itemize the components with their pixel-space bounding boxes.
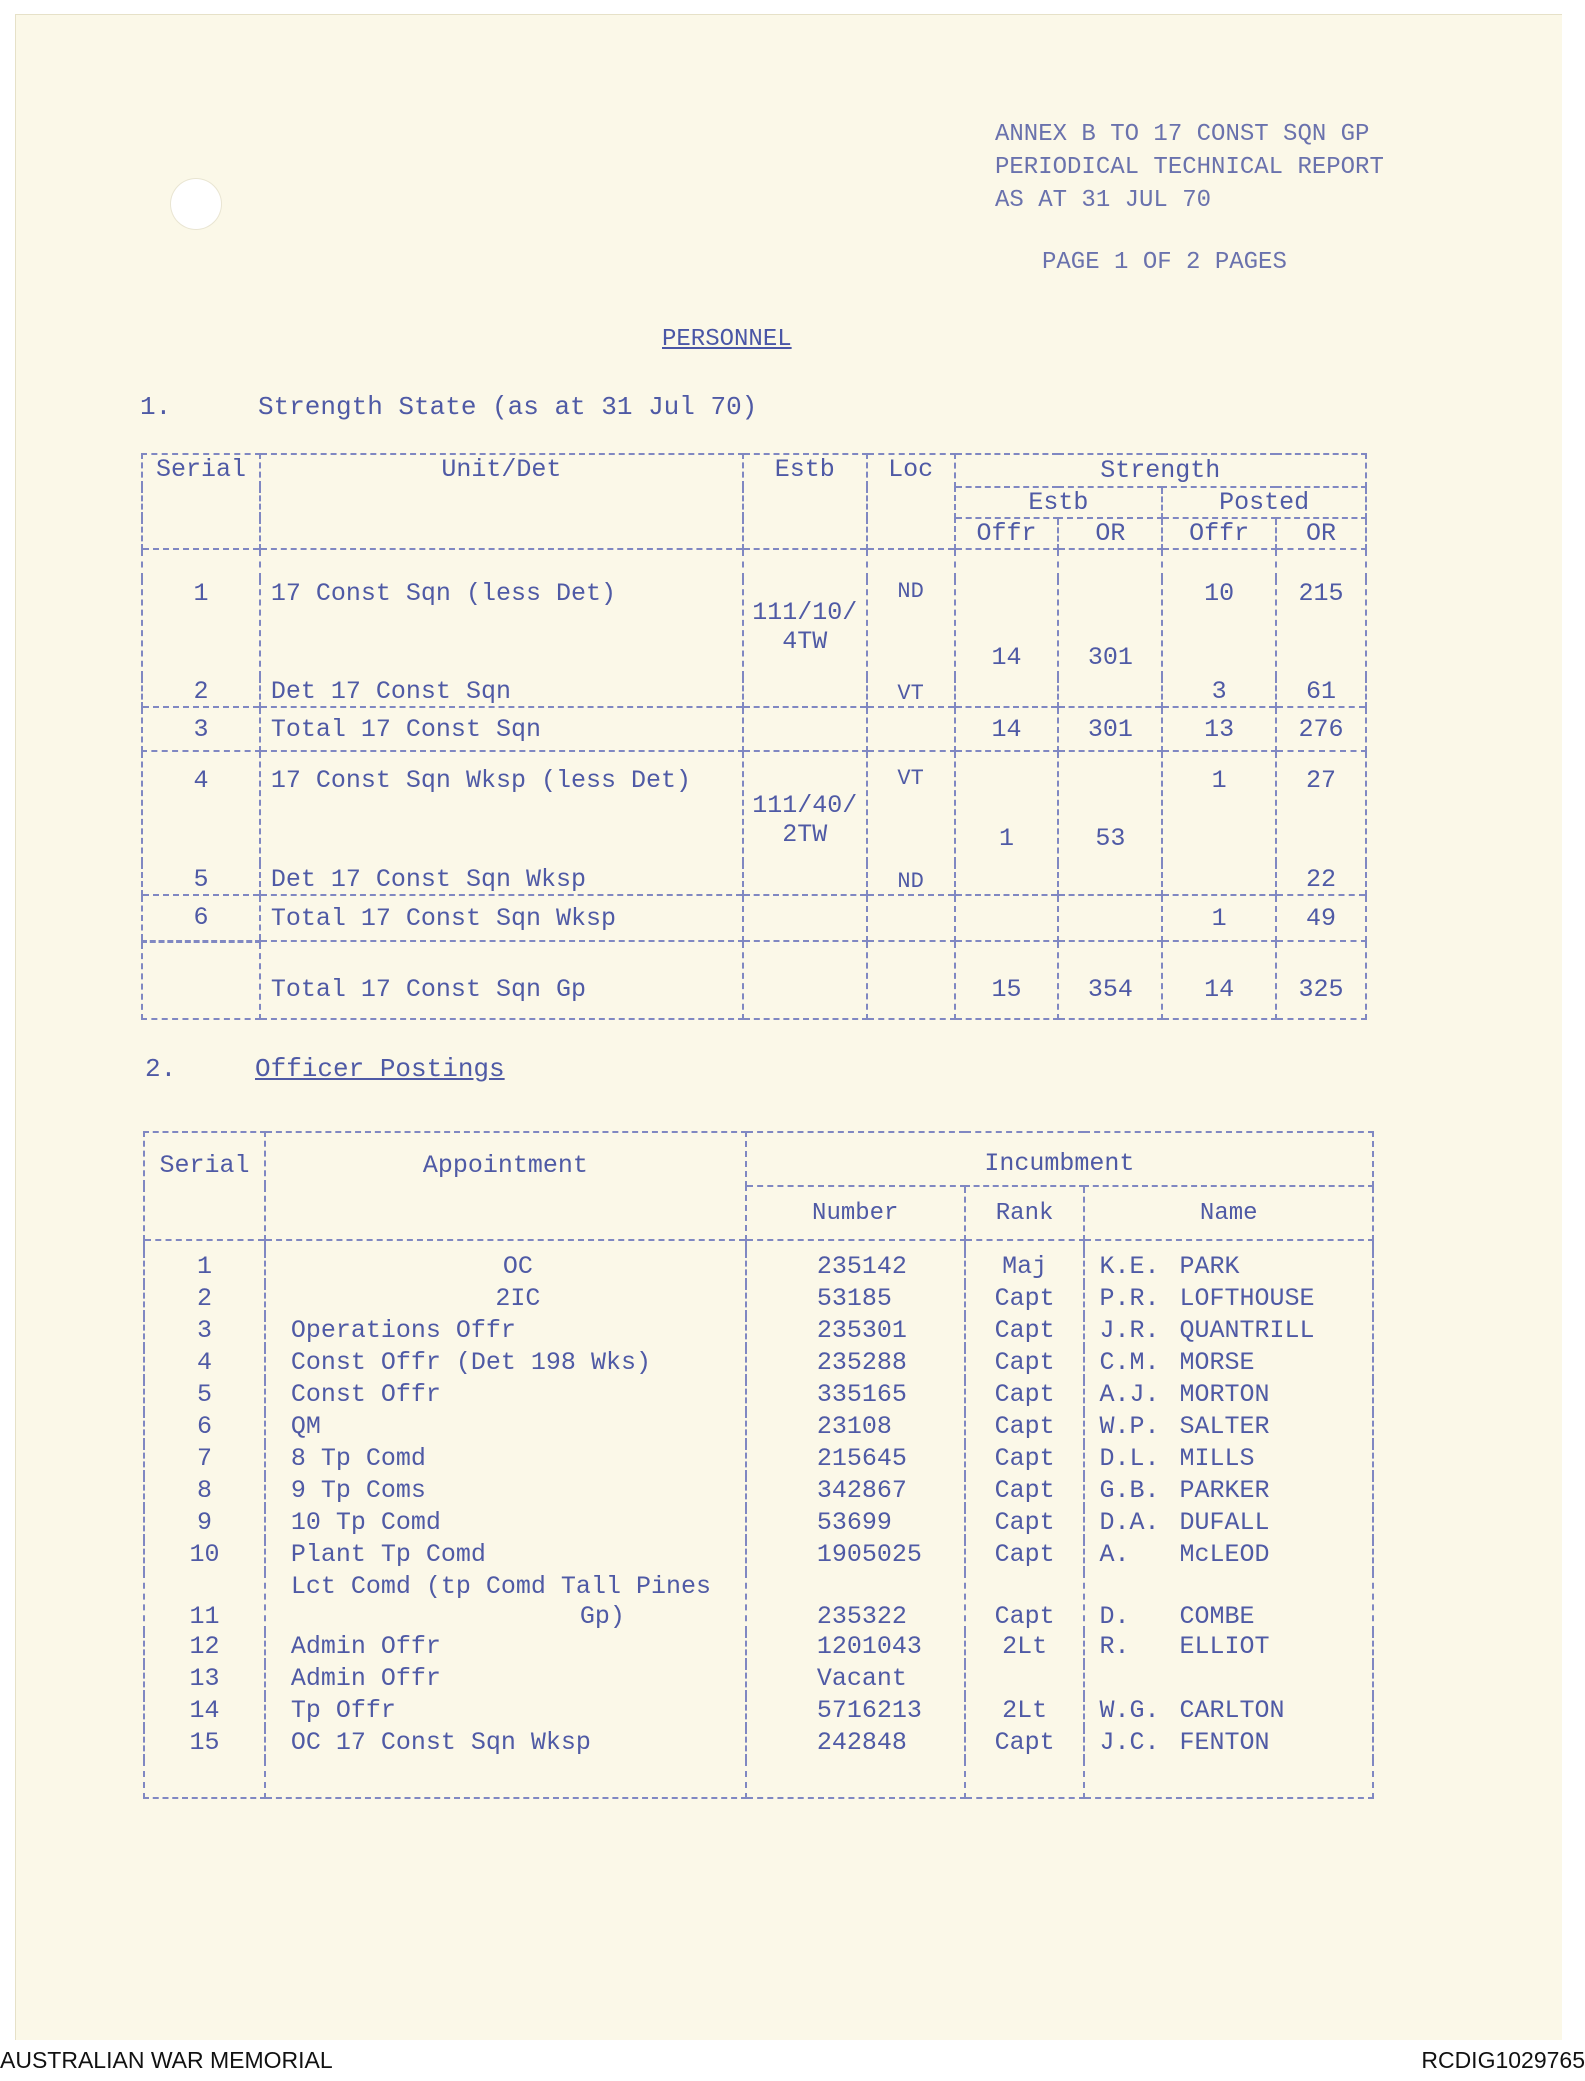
loc-cell: ND (867, 579, 955, 677)
name-surname: DUFALL (1179, 1508, 1270, 1537)
name-surname: LOFTHOUSE (1179, 1284, 1315, 1313)
appointment-continuation: Gp) (579, 1602, 625, 1631)
name-cell (1084, 1412, 1373, 1444)
name-initials: G.B. (1099, 1476, 1160, 1505)
rank-cell: Capt (965, 1316, 1085, 1348)
posted-offr-cell (1162, 863, 1276, 895)
unit-cell: 17 Const Sqn Wksp (less Det) (260, 751, 743, 863)
posted-or-cell: 325 (1276, 941, 1366, 1019)
annex-header-line-2: PERIODICAL TECHNICAL REPORT (995, 154, 1384, 181)
posted-offr-cell: 3 (1162, 677, 1276, 707)
header-strength-estb: Estb (955, 487, 1163, 518)
posted-or-cell: 22 (1276, 863, 1366, 895)
appointment-text: OC 17 Const Sqn Wksp (290, 1728, 591, 1757)
name-surname: COMBE (1179, 1602, 1255, 1631)
rank-cell: Capt (965, 1540, 1085, 1572)
section-1-number: 1. (140, 392, 172, 422)
name-surname: SALTER (1179, 1412, 1270, 1441)
header-estb: Estb (743, 454, 867, 549)
rank-cell: Capt (965, 1572, 1085, 1632)
rank-cell: Maj (965, 1252, 1085, 1284)
name-cell (1084, 1380, 1373, 1412)
rank-cell: 2Lt (965, 1696, 1085, 1728)
name-initials: K.E. (1099, 1252, 1160, 1281)
serial-cell: 8 (144, 1476, 265, 1508)
name-cell (1084, 1728, 1373, 1760)
header-posted-or: OR (1276, 518, 1366, 549)
number-cell: 235301 (746, 1316, 965, 1348)
posted-offr-cell: 14 (1162, 941, 1276, 1019)
header-estb-offr: Offr (955, 518, 1059, 549)
posted-offr-cell: 1 (1162, 751, 1276, 863)
number-cell: 235142 (746, 1252, 965, 1284)
serial-cell: 11 (144, 1572, 265, 1632)
estb-offr-cell: 14 (955, 579, 1059, 707)
estb-offr-cell: 15 (955, 941, 1059, 1019)
appointment-cell (265, 1540, 746, 1572)
appointment-cell (265, 1664, 746, 1696)
name-initials: R. (1099, 1632, 1130, 1661)
name-initials: W.P. (1099, 1412, 1160, 1441)
table-row (144, 1664, 1373, 1696)
name-cell (1084, 1348, 1373, 1380)
name-cell (1084, 1696, 1373, 1728)
unit-cell: Det 17 Const Sqn (260, 677, 743, 707)
name-initials: J.R. (1099, 1316, 1160, 1345)
appointment-cell (265, 1316, 746, 1348)
appointment-cell (265, 1632, 746, 1664)
rank-cell: Capt (965, 1348, 1085, 1380)
table-row (144, 1412, 1373, 1444)
table-row-grand-total (142, 941, 1366, 1019)
header-strength-posted: Posted (1162, 487, 1366, 518)
estb-cell: 111/10/ 4TW (743, 579, 867, 707)
name-cell (1084, 1664, 1373, 1696)
officer-postings-table (143, 1131, 1374, 1799)
table-row (144, 1476, 1373, 1508)
serial-cell: 12 (144, 1632, 265, 1664)
table-row (144, 1316, 1373, 1348)
serial-cell: 1 (144, 1252, 265, 1284)
appointment-cell (265, 1252, 746, 1284)
table-row (144, 1508, 1373, 1540)
appointment-cell (265, 1476, 746, 1508)
rank-cell: Capt (965, 1476, 1085, 1508)
rank-cell: Capt (965, 1380, 1085, 1412)
estb-cell: 111/40/ 2TW (743, 751, 867, 895)
loc-cell: VT (867, 751, 955, 863)
number-cell: 23108 (746, 1412, 965, 1444)
appointment-cell (265, 1728, 746, 1760)
page-indicator: PAGE 1 OF 2 PAGES (1042, 249, 1287, 276)
unit-cell: Total 17 Const Sqn Gp (260, 941, 743, 1019)
section-2-heading (145, 1054, 505, 1084)
serial-cell: 3 (142, 707, 260, 751)
appointment-text: Operations Offr (290, 1316, 516, 1345)
appointment-text: Plant Tp Comd (290, 1540, 486, 1569)
appointment-text: Admin Offr (290, 1632, 441, 1661)
estb-or-cell: 301 (1058, 579, 1162, 707)
table-row (144, 1572, 1373, 1632)
number-cell: 215645 (746, 1444, 965, 1476)
serial-cell: 7 (144, 1444, 265, 1476)
estb-offr-cell: 14 (955, 707, 1059, 751)
header-estb-or: OR (1058, 518, 1162, 549)
appointment-cell (265, 1348, 746, 1380)
section-2-title: Officer Postings (255, 1054, 505, 1084)
posted-offr-cell: 10 (1162, 579, 1276, 677)
unit-cell: Total 17 Const Sqn (260, 707, 743, 751)
posted-or-cell: 276 (1276, 707, 1366, 751)
name-surname: MILLS (1179, 1444, 1255, 1473)
table-row (144, 1252, 1373, 1284)
name-initials: D.L. (1099, 1444, 1160, 1473)
appointment-cell (265, 1696, 746, 1728)
table-row (144, 1444, 1373, 1476)
number-cell: 1905025 (746, 1540, 965, 1572)
serial-cell: 5 (142, 863, 260, 895)
name-surname: PARKER (1179, 1476, 1270, 1505)
name-surname: ELLIOT (1179, 1632, 1270, 1661)
table-row-total (142, 895, 1366, 941)
name-surname: MORSE (1179, 1348, 1255, 1377)
appointment-text: QM (290, 1412, 321, 1441)
number-cell: 53185 (746, 1284, 965, 1316)
table-row (144, 1632, 1373, 1664)
name-cell (1084, 1540, 1373, 1572)
appointment-text: 10 Tp Comd (290, 1508, 441, 1537)
name-initials: D.A. (1099, 1508, 1160, 1537)
loc-cell: ND (867, 863, 955, 895)
number-cell: 335165 (746, 1380, 965, 1412)
number-cell: 242848 (746, 1728, 965, 1760)
appointment-text: Lct Comd (tp Comd Tall Pines (290, 1572, 711, 1601)
name-surname: QUANTRILL (1179, 1316, 1315, 1345)
name-cell (1084, 1508, 1373, 1540)
header-strength: Strength (955, 454, 1366, 487)
unit-cell: Total 17 Const Sqn Wksp (260, 895, 743, 941)
table-row (144, 1728, 1373, 1760)
name-cell (1084, 1572, 1373, 1632)
estb-or-cell (1058, 895, 1162, 941)
estb-offr-cell (955, 895, 1059, 941)
name-initials: D. (1099, 1602, 1130, 1631)
table-row (144, 1348, 1373, 1380)
table-row-total (142, 707, 1366, 751)
rank-cell (965, 1664, 1085, 1696)
appointment-cell (265, 1508, 746, 1540)
header-serial: Serial (142, 454, 260, 549)
posted-offr-cell: 1 (1162, 895, 1276, 941)
name-cell (1084, 1444, 1373, 1476)
name-surname: MORTON (1179, 1380, 1270, 1409)
table-row (144, 1380, 1373, 1412)
serial-cell: 9 (144, 1508, 265, 1540)
rank-cell: Capt (965, 1728, 1085, 1760)
name-initials: A. (1099, 1540, 1130, 1569)
appointment-cell (265, 1380, 746, 1412)
header-rank: Rank (965, 1186, 1085, 1240)
name-initials: W.G. (1099, 1696, 1160, 1725)
appointment-text: OC (502, 1252, 533, 1281)
header-incumbent: Incumbment (746, 1132, 1373, 1186)
annex-header-line-1: ANNEX B TO 17 CONST SQN GP (995, 121, 1370, 148)
name-cell (1084, 1476, 1373, 1508)
header-serial: Serial (144, 1132, 265, 1240)
number-cell: 1201043 (746, 1632, 965, 1664)
name-surname: FENTON (1179, 1728, 1270, 1757)
section-1-heading (140, 392, 757, 422)
rank-cell: Capt (965, 1412, 1085, 1444)
name-initials: J.C. (1099, 1728, 1160, 1757)
posted-or-cell: 27 (1276, 751, 1366, 863)
serial-cell: 4 (142, 751, 260, 863)
posted-offr-cell: 13 (1162, 707, 1276, 751)
posted-or-cell: 61 (1276, 677, 1366, 707)
header-number: Number (746, 1186, 965, 1240)
name-initials: P.R. (1099, 1284, 1160, 1313)
serial-cell: 3 (144, 1316, 265, 1348)
estb-or-cell: 53 (1058, 751, 1162, 895)
appointment-cell (265, 1572, 746, 1632)
header-appointment: Appointment (265, 1132, 746, 1240)
estb-or-cell: 301 (1058, 707, 1162, 751)
header-unit: Unit/Det (260, 454, 743, 549)
unit-cell: 17 Const Sqn (less Det) (260, 579, 743, 677)
serial-cell: 4 (144, 1348, 265, 1380)
page-title: PERSONNEL (662, 326, 792, 353)
footer-record-id: RCDIG1029765 (1421, 2047, 1585, 2073)
appointment-text: Tp Offr (290, 1696, 396, 1725)
number-cell: 53699 (746, 1508, 965, 1540)
table-row (142, 579, 1366, 677)
appointment-cell (265, 1412, 746, 1444)
number-cell: 235322 (746, 1572, 965, 1632)
unit-cell: Det 17 Const Sqn Wksp (260, 863, 743, 895)
strength-table (141, 453, 1367, 1020)
name-surname: McLEOD (1179, 1540, 1270, 1569)
rank-cell: Capt (965, 1284, 1085, 1316)
appointment-text: 8 Tp Comd (290, 1444, 426, 1473)
posted-or-cell: 215 (1276, 579, 1366, 677)
estb-or-cell: 354 (1058, 941, 1162, 1019)
name-cell (1084, 1632, 1373, 1664)
punch-hole (171, 179, 221, 229)
number-cell: 342867 (746, 1476, 965, 1508)
appointment-text: Const Offr (Det 198 Wks) (290, 1348, 651, 1377)
name-cell (1084, 1284, 1373, 1316)
appointment-text: Const Offr (290, 1380, 441, 1409)
name-cell (1084, 1252, 1373, 1284)
serial-cell: 2 (142, 677, 260, 707)
header-posted-offr: Offr (1162, 518, 1276, 549)
footer-archive-name: AUSTRALIAN WAR MEMORIAL (0, 2047, 333, 2073)
serial-cell: 15 (144, 1728, 265, 1760)
serial-cell: 2 (144, 1284, 265, 1316)
section-1-title: Strength State (as at 31 Jul 70) (258, 392, 758, 422)
serial-cell: 6 (142, 895, 260, 941)
appointment-text: 9 Tp Coms (290, 1476, 426, 1505)
header-loc: Loc (867, 454, 955, 549)
name-cell (1084, 1316, 1373, 1348)
appointment-text: Admin Offr (290, 1664, 441, 1693)
loc-cell: VT (867, 677, 955, 707)
rank-cell: Capt (965, 1444, 1085, 1476)
table-row (144, 1696, 1373, 1728)
serial-cell: 5 (144, 1380, 265, 1412)
name-surname: CARLTON (1179, 1696, 1285, 1725)
section-2-number: 2. (145, 1054, 177, 1084)
appointment-cell (265, 1284, 746, 1316)
header-name: Name (1084, 1186, 1373, 1240)
number-cell: 235288 (746, 1348, 965, 1380)
serial-cell: 1 (142, 579, 260, 677)
posted-or-cell: 49 (1276, 895, 1366, 941)
appointment-text: 2IC (495, 1284, 541, 1313)
table-row (142, 751, 1366, 863)
serial-cell: 10 (144, 1540, 265, 1572)
number-cell: Vacant (746, 1664, 965, 1696)
table-row (144, 1284, 1373, 1316)
appointment-cell (265, 1444, 746, 1476)
number-cell: 5716213 (746, 1696, 965, 1728)
name-initials: A.J. (1099, 1380, 1160, 1409)
table-row (144, 1540, 1373, 1572)
name-surname: PARK (1179, 1252, 1240, 1281)
estb-offr-cell: 1 (955, 751, 1059, 895)
rank-cell: Capt (965, 1508, 1085, 1540)
serial-cell: 14 (144, 1696, 265, 1728)
name-initials: C.M. (1099, 1348, 1160, 1377)
rank-cell: 2Lt (965, 1632, 1085, 1664)
serial-cell: 13 (144, 1664, 265, 1696)
serial-cell: 6 (144, 1412, 265, 1444)
annex-header-line-3: AS AT 31 JUL 70 (995, 187, 1212, 214)
